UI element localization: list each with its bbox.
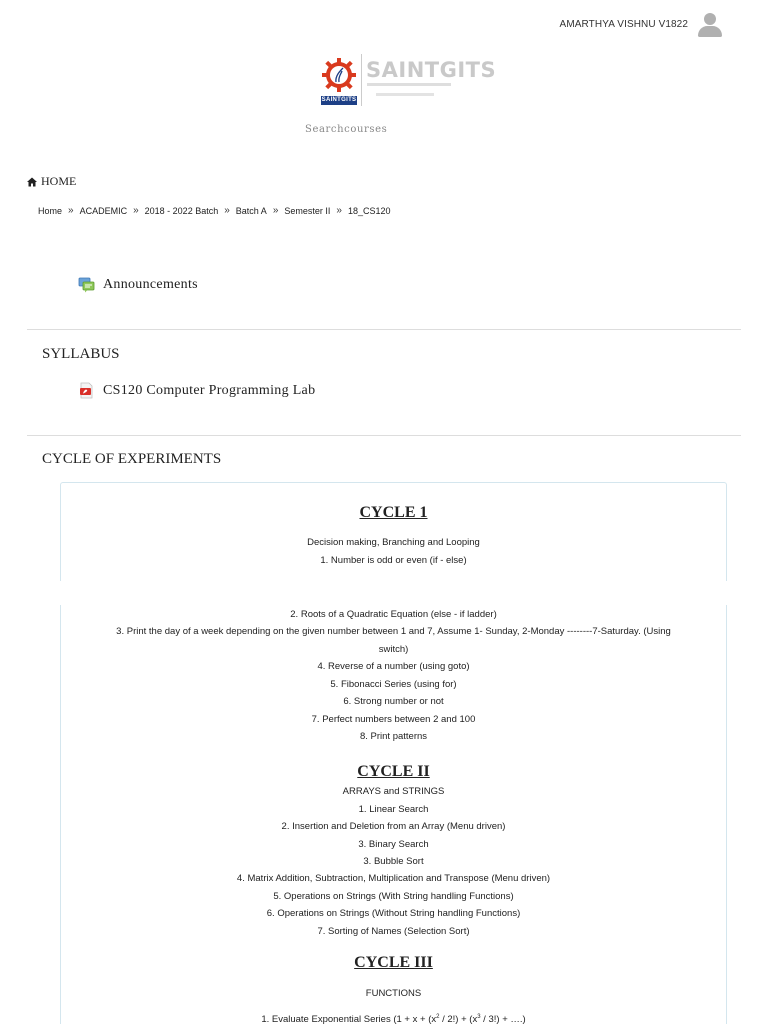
cycle-1-item: 3. Print the day of a week depending on the given number between 1 and 7, Assume 1- Sunday, 2-Monday --------7-Saturday. (Using	[116, 626, 671, 637]
search-courses-link[interactable]: Searchcourses	[305, 124, 388, 135]
home-icon	[27, 177, 37, 187]
announcements-label: Announcements	[103, 276, 198, 292]
experiments-card-continued	[60, 605, 727, 1024]
breadcrumb-academic[interactable]: ACADEMIC	[79, 205, 128, 216]
breadcrumb	[38, 205, 391, 216]
cycle-1-item: 8. Print patterns	[359, 731, 428, 742]
breadcrumb-separator: »	[272, 205, 279, 216]
breadcrumb-course[interactable]: 18_CS120	[347, 205, 391, 216]
cycle-2-item: 5. Operations on Strings (With String handling Functions)	[273, 891, 514, 902]
cycle-3-item-text: / 3!) + ….)	[480, 1014, 526, 1024]
cycle-2-title: CYCLE II	[357, 763, 430, 780]
cycle-1-item: 5. Fibonacci Series (using for)	[330, 679, 457, 690]
cycle-1-title: CYCLE 1	[359, 504, 428, 521]
cycle-3-item	[61, 1009, 726, 1024]
user-avatar-icon[interactable]	[696, 10, 724, 38]
cycle-2-item: 3. Binary Search	[358, 839, 429, 850]
cycle-2-item: 2. Insertion and Deletion from an Array (Menu driven)	[281, 821, 506, 832]
cycle-3-item-sup: 2	[436, 1014, 440, 1020]
cycle-2-subtitle: ARRAYS and STRINGS	[342, 786, 445, 797]
logo-tagline-2	[376, 93, 434, 96]
cycle-3-item-sup: 3	[477, 1014, 481, 1020]
pdf-file-icon	[78, 382, 95, 399]
home-label: HOME	[41, 174, 77, 188]
user-name[interactable]: AMARTHYA VISHNU V1822	[559, 18, 688, 30]
cycle-2-item: 4. Matrix Addition, Subtraction, Multiplication and Transpose (Menu driven)	[236, 873, 551, 884]
cycle-2-item: 7. Sorting of Names (Selection Sort)	[317, 926, 470, 937]
syllabus-pdf-link[interactable]	[78, 382, 315, 399]
section-divider	[27, 435, 741, 436]
syllabus-item-label: CS120 Computer Programming Lab	[103, 382, 316, 398]
cycle-3-subtitle: FUNCTIONS	[365, 988, 422, 999]
cycle-1-subtitle: Decision making, Branching and Looping	[307, 537, 480, 548]
logo-text: SAINTGITS	[366, 58, 497, 82]
cycle-2-item: 3. Bubble Sort	[363, 856, 424, 867]
site-logo[interactable]	[318, 52, 497, 108]
home-link[interactable]	[27, 174, 76, 189]
cycle-1-item: 4. Reverse of a number (using goto)	[317, 661, 470, 672]
logo-tagline	[367, 83, 451, 86]
breadcrumb-batch[interactable]: Batch A	[235, 205, 267, 216]
cycle-1-item: 7. Perfect numbers between 2 and 100	[311, 714, 476, 725]
breadcrumb-semester[interactable]: Semester II	[284, 205, 331, 216]
announcements-link[interactable]	[78, 276, 198, 293]
breadcrumb-separator: »	[336, 205, 342, 216]
logo-divider	[361, 54, 362, 106]
cycle-1-item: 2. Roots of a Quadratic Equation (else - if ladder)	[290, 609, 497, 620]
breadcrumb-batch-year[interactable]: 2018 - 2022 Batch	[144, 205, 219, 216]
gear-logo-icon	[322, 58, 356, 92]
logo-banner: SAINTGITS	[321, 97, 357, 103]
cycle-1-item: 6. Strong number or not	[343, 696, 444, 707]
cycle-3-item-text: / 2!) + (x	[439, 1014, 478, 1024]
forum-icon	[78, 276, 95, 293]
breadcrumb-separator: »	[68, 205, 74, 216]
breadcrumb-home[interactable]: Home	[38, 205, 63, 216]
section-title-syllabus: SYLLABUS	[42, 346, 120, 362]
cycle-3-item-text: 1. Evaluate Exponential Series (1 + x + (x	[261, 1014, 437, 1024]
section-title-cycle-of-experiments: CYCLE OF EXPERIMENTS	[42, 451, 222, 467]
section-divider	[27, 329, 741, 330]
cycle-1-item: switch)	[378, 644, 409, 655]
cycle-2-item: 1. Linear Search	[358, 804, 429, 815]
cycle-3-title: CYCLE III	[354, 954, 433, 971]
cycle-2-item: 6. Operations on Strings (Without String handling Functions)	[266, 908, 521, 919]
breadcrumb-separator: »	[133, 205, 139, 216]
breadcrumb-separator: »	[224, 205, 230, 216]
experiments-card	[60, 482, 727, 581]
cycle-1-item: 1. Number is odd or even (if - else)	[320, 555, 467, 566]
user-menu[interactable]	[560, 10, 724, 38]
